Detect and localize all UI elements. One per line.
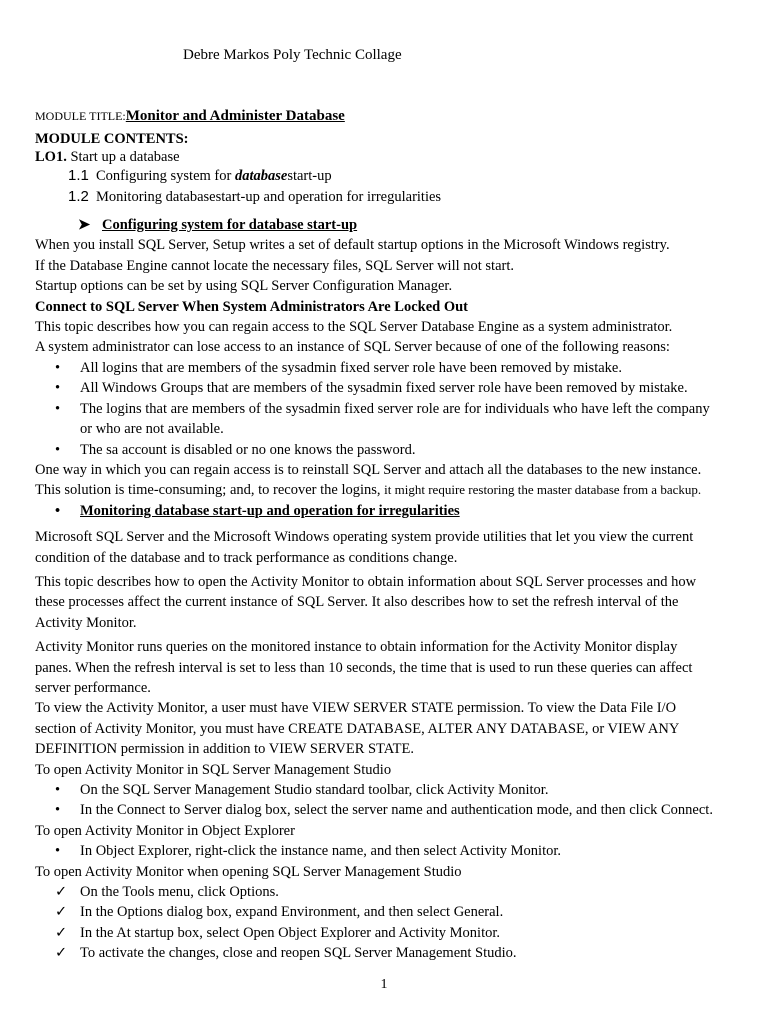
list-item-text: The sa account is disabled or no one knows the password. — [80, 441, 416, 458]
checklist-item-text: To activate the changes, close and reopen SQL Server Management Studio. — [80, 945, 517, 962]
module-title-label: MODULE TITLE: — [35, 109, 126, 123]
list-item — [35, 399, 745, 419]
subtopic-number: 1.1 — [68, 167, 89, 185]
paragraph: To view the Activity Monitor, a user must have VIEW SERVER STATE permission. To view the Data File I/O — [35, 700, 677, 717]
subtopic-number: 1.2 — [68, 187, 89, 205]
paragraph: DEFINITION permission in addition to VIEW SERVER STATE. — [35, 741, 414, 758]
bullet-dot-icon: • — [55, 502, 61, 519]
list-item-text: The logins that are members of the sysadmin fixed server role are for individuals who have left the company — [80, 400, 710, 417]
section-heading-monitoring — [35, 501, 745, 521]
paragraph: When you install SQL Server, Setup writes a set of default startup options in the Microsoft Windows registry. — [35, 237, 670, 254]
lo-text: Start up a database — [66, 148, 180, 165]
paragraph: This topic describes how you can regain access to the SQL Server Database Engine as a system administrator. — [35, 319, 673, 336]
check-mark-icon: ✓ — [55, 904, 68, 921]
subtopic-emphasis: database — [234, 168, 288, 185]
paragraph: To open Activity Monitor in Object Explorer — [35, 822, 295, 839]
paragraph: To open Activity Monitor in SQL Server Management Studio — [35, 761, 392, 778]
checklist-item-text: On the Tools menu, click Options. — [80, 884, 279, 901]
checklist-item-text: In the At startup box, select Open Object Explorer and Activity Monitor. — [80, 924, 501, 941]
list-item — [35, 780, 745, 800]
paragraph: Activity Monitor runs queries on the monitored instance to obtain information for the Activity Monitor display — [35, 639, 678, 656]
list-item-text: On the SQL Server Management Studio standard toolbar, click Activity Monitor. — [80, 782, 549, 798]
paragraph: condition of the database and to track performance as conditions change. — [35, 549, 458, 566]
bullet-dot-icon: • — [55, 400, 61, 417]
paragraph: Startup options can be set by using SQL Server Configuration Manager. — [35, 278, 453, 295]
bullet-dot-icon: • — [55, 380, 61, 397]
paragraph: This topic describes how to open the Activity Monitor to obtain information about SQL Server processes and how — [35, 573, 697, 590]
list-item-text: In the Connect to Server dialog box, select the server name and authentication mode, and then click Connect. — [80, 802, 713, 819]
checklist-item — [35, 923, 745, 943]
list-item — [35, 440, 745, 460]
list-item — [35, 358, 745, 378]
bullet-dot-icon: • — [55, 843, 61, 860]
paragraph: Microsoft SQL Server and the Microsoft Windows operating system provide utilities that let you view the current — [35, 529, 694, 546]
checklist-item — [35, 902, 745, 922]
paragraph: A system administrator can lose access to an instance of SQL Server because of one of the following reasons: — [35, 339, 670, 356]
paragraph: these processes affect the current instance of SQL Server. It also describes how to set the refresh interval of the — [35, 594, 679, 611]
module-title-line — [35, 106, 745, 126]
page-number: 1 — [380, 977, 388, 992]
paragraph-text: This solution is time-consuming; and, to recover the logins, — [35, 482, 385, 499]
subtopic-text-end: start-up — [287, 168, 332, 185]
list-item-continuation — [35, 419, 745, 439]
lo-label: LO1. — [35, 148, 67, 165]
section-heading-text: Configuring system for database start-up — [102, 217, 358, 234]
list-item — [35, 841, 745, 861]
arrow-bullet-icon: ➤ — [78, 217, 91, 234]
list-item — [35, 378, 745, 398]
checklist-item — [35, 882, 745, 902]
document-header: Debre Markos Poly Technic Collage — [183, 47, 402, 63]
subtopic-text: Configuring system for — [96, 168, 235, 185]
section-heading-text: Monitoring database start-up and operation for irregularities — [80, 502, 460, 519]
list-item-text: All logins that are members of the sysadmin fixed server role have been removed by mistake. — [80, 359, 622, 376]
document-body — [35, 106, 745, 964]
check-mark-icon: ✓ — [55, 945, 68, 962]
module-title: Monitor and Administer Database — [125, 108, 345, 124]
paragraph: To open Activity Monitor when opening SQL Server Management Studio — [35, 863, 462, 880]
section-heading-configuring — [35, 215, 745, 235]
list-item-text: All Windows Groups that are members of the sysadmin fixed server role have been removed by mistake. — [80, 380, 688, 397]
subheading-locked-out: Connect to SQL Server When System Administrators Are Locked Out — [35, 298, 468, 315]
paragraph: One way in which you can regain access is to reinstall SQL Server and attach all the databases to the new instance. — [35, 461, 702, 478]
paragraph-text-small: it might require restoring the master database from a backup. — [384, 482, 702, 498]
list-item — [35, 800, 745, 820]
subtopic-1-1 — [35, 166, 745, 186]
bullet-dot-icon: • — [55, 359, 61, 376]
subtopic-text: Monitoring databasestart-up and operation for irregularities — [96, 188, 442, 205]
paragraph — [35, 480, 745, 500]
subtopic-1-2 — [35, 187, 745, 207]
checklist-item — [35, 943, 745, 963]
paragraph: section of Activity Monitor, you must have CREATE DATABASE, ALTER ANY DATABASE, or VIEW ANY — [35, 720, 680, 737]
learning-outcome — [35, 147, 745, 167]
paragraph: panes. When the refresh interval is set to less than 10 seconds, the time that is used to run these queries can affect — [35, 659, 693, 676]
bullet-dot-icon: • — [55, 802, 61, 819]
checklist-item-text: In the Options dialog box, expand Environment, and then select General. — [80, 904, 504, 921]
check-mark-icon: ✓ — [55, 884, 68, 901]
paragraph: If the Database Engine cannot locate the necessary files, SQL Server will not start. — [35, 257, 515, 274]
bullet-dot-icon: • — [55, 441, 61, 458]
module-contents-heading: MODULE CONTENTS: — [35, 131, 189, 148]
paragraph: server performance. — [35, 679, 151, 696]
paragraph: Activity Monitor. — [35, 614, 137, 631]
list-item-text: or who are not available. — [80, 421, 224, 438]
check-mark-icon: ✓ — [55, 924, 68, 941]
list-item-text: In Object Explorer, right-click the instance name, and then select Activity Monitor. — [80, 843, 561, 860]
bullet-dot-icon: • — [55, 782, 61, 798]
